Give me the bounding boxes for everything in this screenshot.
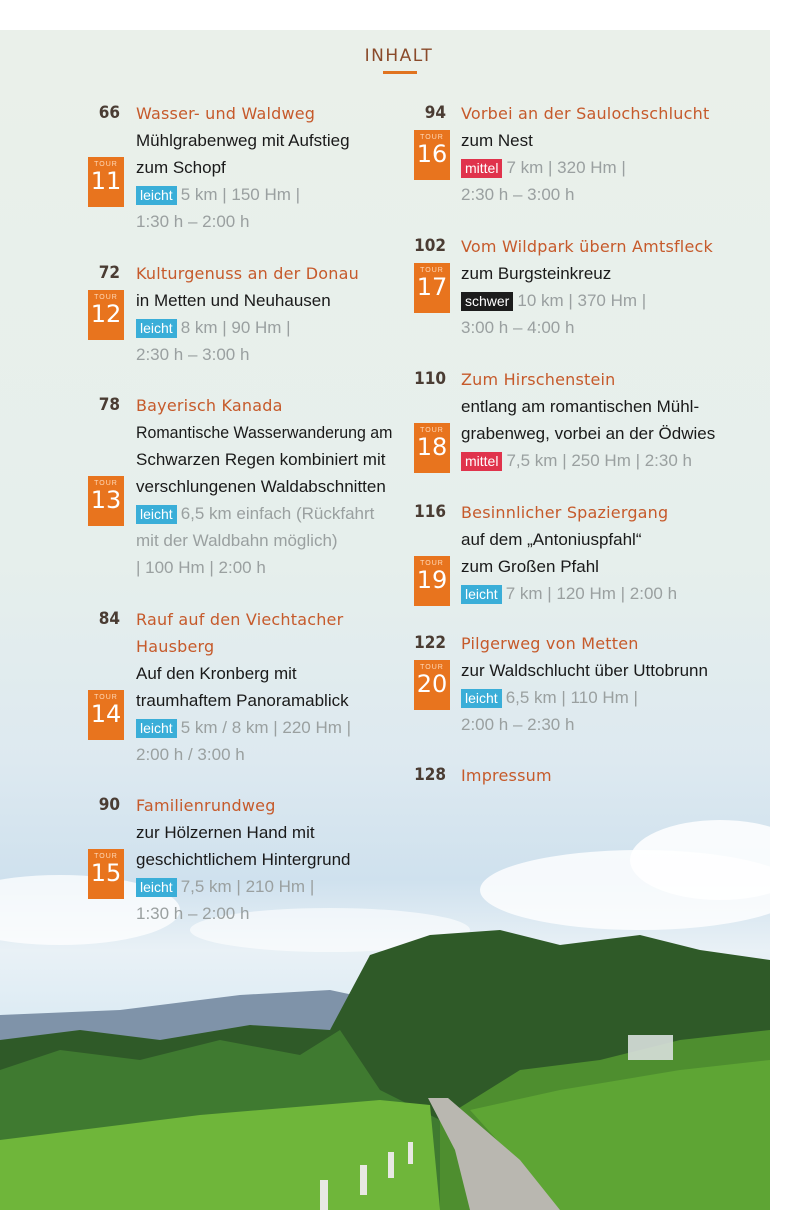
tour-subtitle: Auf den Kronberg mit	[136, 664, 297, 683]
difficulty-badge: mittel	[461, 452, 502, 471]
tour-badge: TOUR 18	[414, 423, 450, 473]
tour-stats: mittel 7,5 km | 250 Hm | 2:30 h	[461, 451, 692, 471]
tour-stats: leicht 5 km / 8 km | 220 Hm |	[136, 718, 351, 738]
difficulty-badge: mittel	[461, 159, 502, 178]
difficulty-badge: leicht	[136, 505, 177, 524]
tour-subtitle: geschichtlichem Hintergrund	[136, 850, 351, 869]
page-number: 128	[414, 765, 446, 785]
tour-stats: leicht 6,5 km | 110 Hm |	[461, 688, 638, 708]
tour-title: Pilgerweg von Metten	[461, 634, 639, 653]
page-number: 66	[98, 103, 120, 123]
tour-stats: schwer 10 km | 370 Hm |	[461, 291, 646, 311]
tour-subtitle: entlang am romantischen Mühl-	[461, 397, 700, 416]
page-number: 110	[414, 369, 446, 389]
tour-badge: TOUR 12	[88, 290, 124, 340]
tour-badge: TOUR 15	[88, 849, 124, 899]
page-number: 84	[98, 609, 120, 629]
toc-page	[0, 30, 770, 1210]
page-number: 90	[98, 795, 120, 815]
tour-title: Hausberg	[136, 637, 215, 656]
tour-stats: leicht 7,5 km | 210 Hm |	[136, 877, 314, 897]
tour-subtitle: Romantische Wasserwanderung am	[136, 423, 393, 442]
difficulty-badge: leicht	[136, 319, 177, 338]
tour-stats: leicht 7 km | 120 Hm | 2:00 h	[461, 584, 677, 604]
tour-subtitle: zum Schopf	[136, 158, 226, 177]
tour-time: 2:00 h – 2:30 h	[461, 715, 575, 734]
tour-subtitle: Schwarzen Regen kombiniert mit	[136, 450, 386, 469]
page-heading: INHALT	[364, 46, 434, 66]
tour-subtitle: in Metten und Neuhausen	[136, 291, 331, 310]
difficulty-badge: leicht	[136, 878, 177, 897]
difficulty-badge: leicht	[136, 719, 177, 738]
difficulty-badge: schwer	[461, 292, 513, 311]
tour-title: Vorbei an der Saulochschlucht	[461, 104, 710, 123]
tour-subtitle: verschlungenen Waldabschnitten	[136, 477, 386, 496]
tour-subtitle: zur Waldschlucht über Uttobrunn	[461, 661, 708, 680]
tour-subtitle: zum Großen Pfahl	[461, 557, 599, 576]
tour-title: Vom Wildpark übern Amtsfleck	[461, 237, 713, 256]
tour-stats: leicht 6,5 km einfach (Rückfahrt	[136, 504, 374, 524]
tour-badge: TOUR 13	[88, 476, 124, 526]
tour-badge: TOUR 16	[414, 130, 450, 180]
tour-stats: mittel 7 km | 320 Hm |	[461, 158, 626, 178]
tour-subtitle: zum Burgsteinkreuz	[461, 264, 612, 283]
tour-badge: TOUR 17	[414, 263, 450, 313]
tour-title: Besinnlicher Spaziergang	[461, 503, 669, 522]
difficulty-badge: leicht	[461, 689, 502, 708]
tour-subtitle: zur Hölzernen Hand mit	[136, 823, 315, 842]
tour-time: 3:00 h – 4:00 h	[461, 318, 575, 337]
tour-title: Zum Hirschenstein	[461, 370, 616, 389]
tour-stats: leicht 8 km | 90 Hm |	[136, 318, 291, 338]
page-number: 102	[414, 236, 446, 256]
tour-subtitle: Mühlgrabenweg mit Aufstieg	[136, 131, 350, 150]
tour-badge-label: TOUR	[94, 161, 118, 168]
tour-time: 2:30 h – 3:00 h	[461, 185, 575, 204]
tour-subtitle: grabenweg, vorbei an der Ödwies	[461, 424, 716, 443]
page-number: 122	[414, 633, 446, 653]
page-number: 116	[414, 502, 446, 522]
tour-badge: TOUR 14	[88, 690, 124, 740]
tour-stats: leicht 5 km | 150 Hm |	[136, 185, 300, 205]
page-number: 94	[424, 103, 446, 123]
tour-subtitle: traumhaftem Panoramablick	[136, 691, 349, 710]
tour-stats: mit der Waldbahn möglich)	[136, 531, 338, 550]
tour-time: | 100 Hm | 2:00 h	[136, 558, 266, 577]
tour-subtitle: zum Nest	[461, 131, 533, 150]
page-number: 78	[98, 395, 120, 415]
tour-badge-number: 11	[90, 167, 122, 195]
tour-title: Familienrundweg	[136, 796, 276, 815]
tour-title: Wasser- und Waldweg	[136, 104, 316, 123]
page-number: 72	[98, 263, 120, 283]
tour-time: 2:30 h – 3:00 h	[136, 345, 250, 364]
tour-time: 1:30 h – 2:00 h	[136, 212, 250, 231]
tour-badge: TOUR 20	[414, 660, 450, 710]
tour-subtitle: auf dem „Antoniuspfahl“	[461, 530, 642, 549]
tour-title: Bayerisch Kanada	[136, 396, 283, 415]
tour-badge: TOUR 19	[414, 556, 450, 606]
tour-title: Rauf auf den Viechtacher	[136, 610, 344, 629]
difficulty-badge: leicht	[136, 186, 177, 205]
tour-badge	[88, 157, 124, 207]
tour-time: 2:00 h / 3:00 h	[136, 745, 245, 764]
tour-time: 1:30 h – 2:00 h	[136, 904, 250, 923]
difficulty-badge: leicht	[461, 585, 502, 604]
impressum-title: Impressum	[461, 766, 552, 785]
tour-title: Kulturgenuss an der Donau	[136, 264, 359, 283]
heading-underline	[383, 71, 417, 74]
